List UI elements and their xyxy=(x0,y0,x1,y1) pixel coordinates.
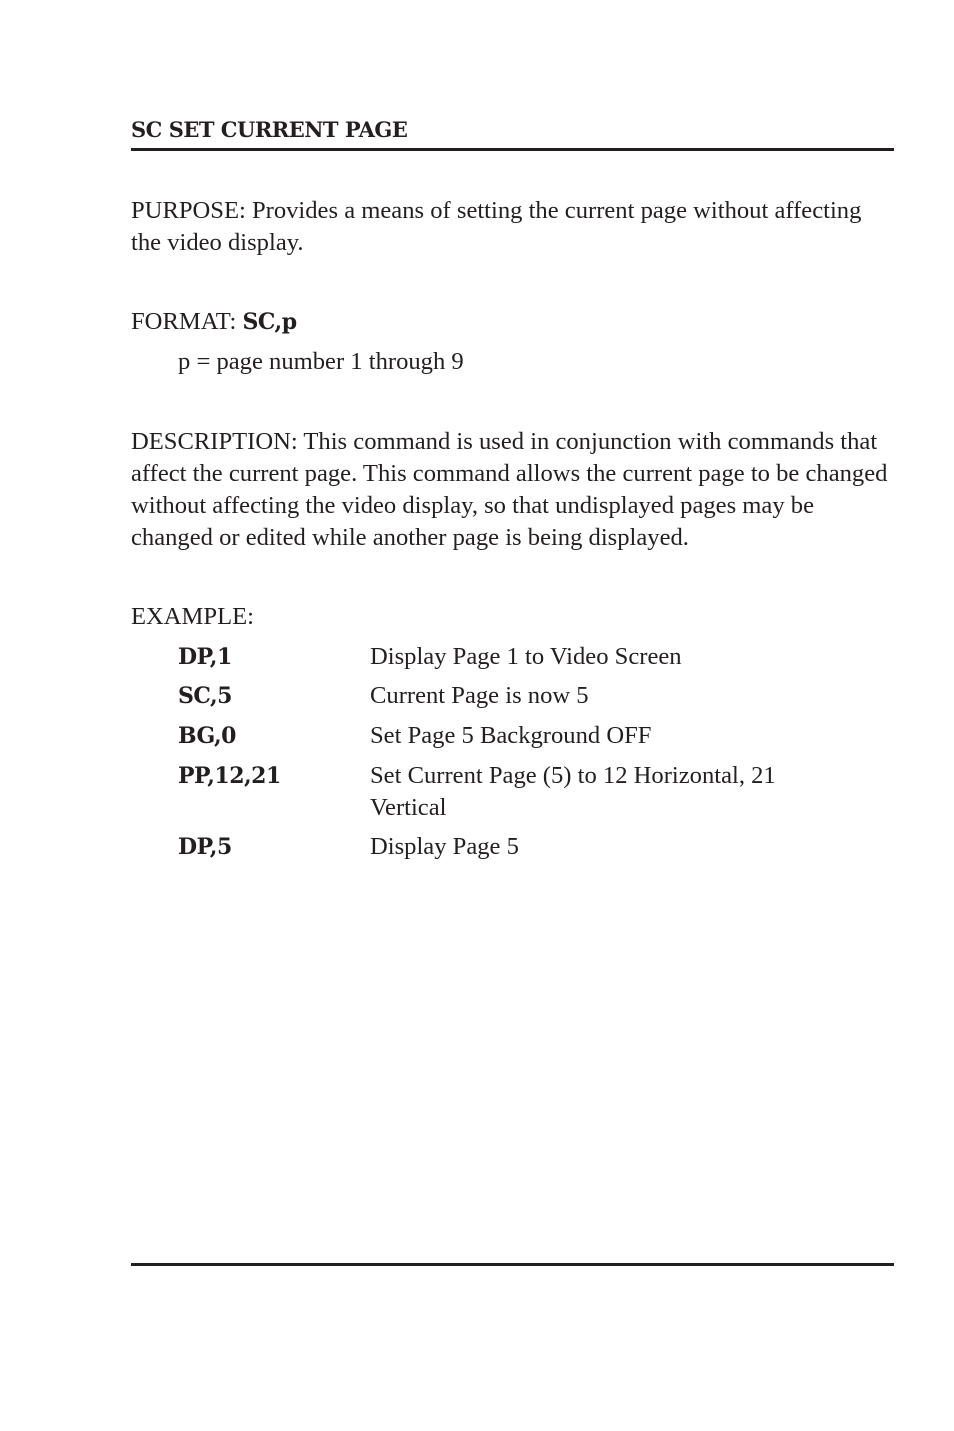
format-parameter: p = page number 1 through 9 xyxy=(178,348,464,375)
format-label: FORMAT: xyxy=(131,308,237,335)
example-description: Display Page 5 xyxy=(370,833,519,860)
example-description: Set Page 5 Background OFF xyxy=(370,722,652,749)
example-command: DP,5 xyxy=(178,834,232,860)
purpose-paragraph: PURPOSE: Provides a means of setting the current page without affecting the video display. xyxy=(131,197,862,256)
format-line xyxy=(131,306,297,338)
manual-page xyxy=(131,0,894,1431)
example-description: Current Page is now 5 xyxy=(370,682,589,709)
example-command: BG,0 xyxy=(178,723,236,749)
example-command: PP,12,21 xyxy=(178,763,281,789)
example-description: Display Page 1 to Video Screen xyxy=(370,643,682,670)
footer-rule xyxy=(131,1263,894,1266)
description-paragraph: DESCRIPTION: This command is used in conjunction with commands that affect the current page. This command allows the current page to be changed without affecting the video display, so that undisplayed pages may be changed or edited while another page is being displayed. xyxy=(131,428,888,551)
example-command: DP,1 xyxy=(178,644,232,670)
heading-rule xyxy=(131,148,894,151)
section-heading: SC SET CURRENT PAGE xyxy=(131,117,408,142)
example-command: SC,5 xyxy=(178,683,232,709)
example-label: EXAMPLE: xyxy=(131,603,254,630)
example-description: Set Current Page (5) to 12 Horizontal, 21 Vertical xyxy=(370,762,776,821)
format-syntax: SC,p xyxy=(242,309,297,335)
